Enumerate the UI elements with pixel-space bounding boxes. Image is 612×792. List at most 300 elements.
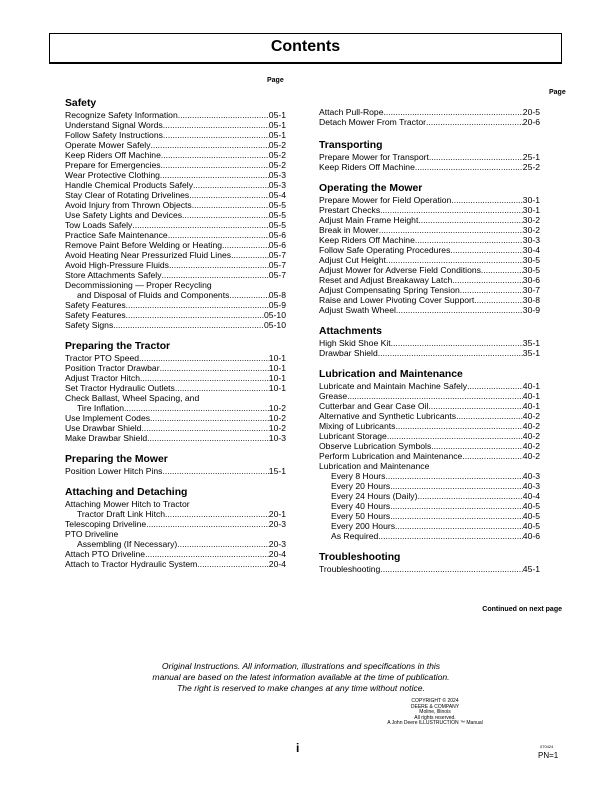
dot-leader <box>415 162 523 172</box>
toc-entry[interactable] <box>319 162 540 172</box>
toc-entry-page: 20-4 <box>268 559 286 569</box>
dot-leader <box>132 220 268 230</box>
toc-left-column <box>65 98 286 569</box>
dot-leader <box>462 451 522 461</box>
toc-entry-page: 05-2 <box>268 160 286 170</box>
dot-leader <box>124 403 269 413</box>
dot-leader <box>165 509 269 519</box>
toc-entry-page: 25-1 <box>522 152 540 162</box>
dot-leader <box>175 383 269 393</box>
dot-leader <box>387 431 523 441</box>
toc-entry[interactable] <box>65 110 286 120</box>
toc-entry-title: Keep Riders Off Machine <box>65 150 161 160</box>
copyright-block <box>360 699 510 727</box>
dot-leader <box>417 491 522 501</box>
toc-entry[interactable] <box>65 466 286 476</box>
toc-entry[interactable] <box>65 383 286 393</box>
toc-entry[interactable] <box>65 433 286 443</box>
toc-entry-page: 30-1 <box>522 205 540 215</box>
toc-entry-title: Wear Protective Clothing <box>65 170 160 180</box>
toc-entry[interactable] <box>319 491 540 501</box>
toc-entry-page: 30-8 <box>522 295 540 305</box>
dot-leader <box>456 411 523 421</box>
toc-entry[interactable] <box>65 403 286 413</box>
toc-entry-page: 40-2 <box>522 441 540 451</box>
toc-entry[interactable] <box>65 230 286 240</box>
toc-entry-page: 40-1 <box>522 401 540 411</box>
dot-leader <box>160 363 269 373</box>
toc-entry[interactable] <box>319 348 540 358</box>
toc-entry-page: 30-1 <box>522 195 540 205</box>
dot-leader <box>395 421 522 431</box>
toc-entry-title: Adjust Cut Height <box>319 255 386 265</box>
toc-entry-title: Keep Riders Off Machine <box>319 235 415 245</box>
toc-entry[interactable] <box>65 250 286 260</box>
original-instructions-note <box>49 661 553 694</box>
dot-leader <box>452 275 523 285</box>
toc-entry-page: 10-1 <box>268 383 286 393</box>
section-heading: Troubleshooting <box>319 552 401 563</box>
toc-entry[interactable] <box>319 564 540 574</box>
toc-entry[interactable] <box>319 117 540 127</box>
toc-entry[interactable] <box>65 290 286 300</box>
section-heading: Attaching and Detaching <box>65 487 188 498</box>
toc-entry[interactable] <box>65 310 286 320</box>
toc-entry-title: Mixing of Lubricants <box>319 421 396 431</box>
toc-entry[interactable] <box>65 160 286 170</box>
toc-entry-title: Prepare Mower for Field Operation <box>319 195 452 205</box>
copyright-line: Moline, Illinois <box>419 709 451 716</box>
toc-entry-title: Attach to Tractor Hydraulic System <box>65 559 198 569</box>
toc-entry-title: Raise and Lower Pivoting Cover Support <box>319 295 475 305</box>
toc-entry-page: 30-5 <box>522 265 540 275</box>
toc-entry-page: 05-1 <box>268 110 286 120</box>
toc-entry[interactable] <box>319 205 540 215</box>
toc-entry-heading: Decommissioning — Proper Recycling <box>65 280 212 290</box>
toc-entry-title: Every 24 Hours (Daily) <box>331 491 418 501</box>
toc-entry[interactable] <box>65 353 286 363</box>
toc-entry-page: 35-1 <box>522 348 540 358</box>
dot-leader <box>147 433 269 443</box>
dot-leader <box>390 511 523 521</box>
toc-entry-title: Prepare for Emergencies <box>65 160 161 170</box>
toc-entry-page: 05-1 <box>268 120 286 130</box>
dot-leader <box>145 549 269 559</box>
toc-entry[interactable] <box>319 215 540 225</box>
toc-entry-title: Tire Inflation <box>77 403 124 413</box>
toc-entry-page: 20-4 <box>268 549 286 559</box>
toc-right-column-top <box>319 107 540 127</box>
toc-entry[interactable] <box>65 190 286 200</box>
toc-entry[interactable] <box>65 200 286 210</box>
toc-entry-title: Every 50 Hours <box>331 511 391 521</box>
toc-entry-title: Perform Lubrication and Maintenance <box>319 451 463 461</box>
toc-entry-title: Remove Paint Before Welding or Heating <box>65 240 222 250</box>
toc-entry-page: 40-5 <box>522 511 540 521</box>
toc-entry-title: Prepare Mower for Transport <box>319 152 429 162</box>
toc-entry-page: 40-2 <box>522 431 540 441</box>
section-heading: Attachments <box>319 326 382 337</box>
toc-entry-title: Follow Safety Instructions <box>65 130 163 140</box>
copyright-line: All rights reserved. <box>414 714 456 721</box>
toc-entry-heading: Attaching Mower Hitch to Tractor <box>65 499 190 509</box>
toc-entry[interactable] <box>65 509 286 519</box>
toc-entry-title: Use Drawbar Shield <box>65 423 142 433</box>
toc-entry[interactable] <box>319 152 540 162</box>
toc-entry-title: Every 200 Hours <box>331 521 396 531</box>
toc-entry-title: Stay Clear of Rotating Drivelines <box>65 190 190 200</box>
page-column-label-left: Page <box>267 77 284 84</box>
toc-entry-title: Assembling (If Necessary) <box>77 539 178 549</box>
toc-entry-title: Break in Mower <box>319 225 379 235</box>
dot-leader <box>481 265 523 275</box>
dot-leader <box>467 381 523 391</box>
toc-entry[interactable] <box>319 531 540 541</box>
toc-entry-page: 05-2 <box>268 150 286 160</box>
toc-entry-title: Lubricate and Maintain Machine Safely <box>319 381 468 391</box>
toc-entry[interactable] <box>319 431 540 441</box>
toc-entry-title: Prestart Checks <box>319 205 381 215</box>
dot-leader <box>379 225 523 235</box>
dot-leader <box>395 521 523 531</box>
toc-entry-title: Adjust Swath Wheel <box>319 305 396 315</box>
toc-entry[interactable] <box>319 225 540 235</box>
toc-entry[interactable] <box>65 549 286 559</box>
dot-leader <box>391 338 523 348</box>
toc-entry-page: 05-10 <box>264 310 286 320</box>
dot-leader <box>231 250 269 260</box>
toc-entry[interactable] <box>65 220 286 230</box>
dot-leader <box>450 245 522 255</box>
dot-leader <box>222 240 269 250</box>
toc-entry[interactable] <box>65 519 286 529</box>
toc-entry[interactable] <box>319 381 540 391</box>
toc-entry-heading: Check Ballast, Wheel Spacing, and <box>65 393 200 403</box>
dot-leader <box>378 531 523 541</box>
toc-entry-title: Use Implement Codes <box>65 413 151 423</box>
toc-entry-page: 05-1 <box>268 130 286 140</box>
dot-leader <box>160 170 269 180</box>
dot-leader <box>192 200 269 210</box>
toc-entry-title: Cutterbar and Gear Case Oil <box>319 401 429 411</box>
dot-leader <box>428 401 522 411</box>
toc-entry[interactable] <box>319 511 540 521</box>
dot-leader <box>460 285 523 295</box>
toc-entry[interactable] <box>65 539 286 549</box>
toc-entry-title: Understand Signal Words <box>65 120 163 130</box>
toc-entry-title: Position Tractor Drawbar <box>65 363 160 373</box>
toc-entry-page: 10-1 <box>268 363 286 373</box>
section-heading: Preparing the Mower <box>65 454 168 465</box>
toc-entry-page: 30-2 <box>522 215 540 225</box>
dot-leader <box>347 391 523 401</box>
toc-entry-page: 45-1 <box>522 564 540 574</box>
toc-entry[interactable] <box>65 140 286 150</box>
toc-entry-page: 10-2 <box>268 423 286 433</box>
toc-entry-page: 30-5 <box>522 255 540 265</box>
toc-entry-page: 10-2 <box>268 403 286 413</box>
dot-leader <box>426 117 523 127</box>
toc-entry-heading: PTO Driveline <box>65 529 119 539</box>
toc-entry-page: 05-6 <box>268 230 286 240</box>
toc-entry-page: 40-3 <box>522 481 540 491</box>
section-heading: Operating the Mower <box>319 183 423 194</box>
document-code: 070424 <box>540 744 554 749</box>
dot-leader <box>151 140 269 150</box>
section-heading: Lubrication and Maintenance <box>319 369 463 380</box>
toc-entry[interactable] <box>319 275 540 285</box>
toc-entry-page: 40-6 <box>522 531 540 541</box>
dot-leader <box>474 295 523 305</box>
dot-leader <box>378 348 523 358</box>
copyright-line: A John Deere ILLUSTRUCTION ™ Manual <box>387 720 483 727</box>
dot-leader <box>163 130 269 140</box>
note-line: manual are based on the latest information available at the time of publication. <box>152 672 450 682</box>
toc-entry-title: Attach Pull-Rope <box>319 107 384 117</box>
toc-entry[interactable] <box>65 373 286 383</box>
copyright-line: DEERE & COMPANY <box>410 703 460 710</box>
toc-entry-title: Alternative and Synthetic Lubricants <box>319 411 457 421</box>
section-heading: Preparing the Tractor <box>65 341 171 352</box>
toc-entry-title: Safety Features <box>65 300 126 310</box>
toc-entry-page: 40-2 <box>522 421 540 431</box>
section-heading: Transporting <box>319 140 383 151</box>
toc-entry-page: 05-7 <box>268 250 286 260</box>
toc-entry[interactable] <box>65 423 286 433</box>
toc-entry-page: 35-1 <box>522 338 540 348</box>
toc-entry[interactable] <box>65 180 286 190</box>
dot-leader <box>140 373 269 383</box>
pn-label: PN=1 <box>538 751 559 760</box>
toc-entry[interactable] <box>319 285 540 295</box>
dot-leader <box>431 441 523 451</box>
toc-entry-page: 40-1 <box>522 391 540 401</box>
toc-entry-title: Use Safety Lights and Devices <box>65 210 183 220</box>
toc-entry-page: 30-3 <box>522 235 540 245</box>
dot-leader <box>396 305 523 315</box>
toc-entry-page: 20-5 <box>522 107 540 117</box>
dot-leader <box>168 230 269 240</box>
continued-note: Continued on next page <box>482 606 562 613</box>
toc-entry-page: 05-5 <box>268 210 286 220</box>
dot-leader <box>126 300 269 310</box>
toc-entry-page: 05-8 <box>268 290 286 300</box>
toc-entry-title: Adjust Tractor Hitch <box>65 373 140 383</box>
toc-entry-page: 40-4 <box>522 491 540 501</box>
dot-leader <box>139 353 269 363</box>
toc-entry-title: Make Drawbar Shield <box>65 433 148 443</box>
toc-entry-page: 05-9 <box>268 300 286 310</box>
toc-entry[interactable] <box>319 421 540 431</box>
toc-entry-page: 10-3 <box>268 433 286 443</box>
note-line: The right is reserved to make changes at any time without notice. <box>177 683 425 693</box>
toc-entry-title: Every 8 Hours <box>331 471 386 481</box>
toc-entry-heading: Lubrication and Maintenance <box>319 461 430 471</box>
dot-leader <box>146 519 269 529</box>
toc-entry-page: 20-3 <box>268 539 286 549</box>
toc-entry-page: 10-1 <box>268 373 286 383</box>
toc-entry[interactable] <box>65 150 286 160</box>
toc-entry-title: Operate Mower Safely <box>65 140 151 150</box>
toc-entry-page: 05-7 <box>268 260 286 270</box>
toc-entry-title: Lubricant Storage <box>319 431 387 441</box>
toc-entry[interactable] <box>319 391 540 401</box>
dot-leader <box>197 559 269 569</box>
toc-entry[interactable] <box>319 338 540 348</box>
dot-leader <box>189 190 269 200</box>
dot-leader <box>163 120 269 130</box>
toc-entry-title: Recognize Safety Information <box>65 110 178 120</box>
dot-leader <box>415 235 523 245</box>
toc-entry[interactable] <box>319 441 540 451</box>
toc-entry[interactable] <box>65 260 286 270</box>
toc-entry[interactable] <box>65 210 286 220</box>
toc-entry-page: 40-5 <box>522 501 540 511</box>
toc-entry-page: 30-4 <box>522 245 540 255</box>
toc-entry-title: Tractor Draft Link Hitch <box>77 509 166 519</box>
toc-entry-title: and Disposal of Fluids and Components <box>77 290 230 300</box>
toc-entry[interactable] <box>65 559 286 569</box>
toc-entry-page: 10-2 <box>268 413 286 423</box>
toc-entry[interactable] <box>319 501 540 511</box>
toc-entry-title: As Required <box>331 531 379 541</box>
toc-entry-page: 05-6 <box>268 240 286 250</box>
copyright-line: COPYRIGHT © 2024 <box>411 698 459 704</box>
toc-entry-title: Adjust Main Frame Height <box>319 215 419 225</box>
dot-leader <box>162 466 268 476</box>
toc-entry[interactable] <box>319 401 540 411</box>
toc-entry-page: 20-3 <box>268 519 286 529</box>
toc-entry-title: High Skid Shoe Kit <box>319 338 391 348</box>
dot-leader <box>385 471 522 481</box>
toc-entry[interactable] <box>319 107 540 117</box>
toc-entry[interactable] <box>65 130 286 140</box>
toc-entry-title: Troubleshooting <box>319 564 381 574</box>
toc-entry-page: 05-2 <box>268 140 286 150</box>
toc-entry-page: 05-7 <box>268 270 286 280</box>
dot-leader <box>380 205 523 215</box>
toc-entry-page: 05-5 <box>268 200 286 210</box>
dot-leader <box>451 195 522 205</box>
toc-entry-page: 30-2 <box>522 225 540 235</box>
dot-leader <box>380 564 522 574</box>
toc-entry-title: Safety Features <box>65 310 126 320</box>
toc-entry-page: 40-2 <box>522 451 540 461</box>
toc-entry[interactable] <box>65 170 286 180</box>
dot-leader <box>429 152 523 162</box>
toc-entry-title: Set Tractor Hydraulic Outlets <box>65 383 175 393</box>
section-heading: Safety <box>65 98 97 109</box>
dot-leader <box>384 107 523 117</box>
toc-entry-title: Safety Signs <box>65 320 114 330</box>
dot-leader <box>182 210 269 220</box>
title-rule <box>49 62 562 64</box>
toc-entry-page: 40-2 <box>522 411 540 421</box>
toc-entry-page: 10-1 <box>268 353 286 363</box>
toc-entry-title: Tractor PTO Speed <box>65 353 140 363</box>
toc-entry-title: Observe Lubrication Symbols <box>319 441 432 451</box>
toc-entry-title: Position Lower Hitch Pins <box>65 466 163 476</box>
toc-entry-page: 05-5 <box>268 220 286 230</box>
toc-entry[interactable] <box>319 471 540 481</box>
toc-entry-page: 05-3 <box>268 180 286 190</box>
dot-leader <box>162 270 269 280</box>
toc-entry-title: Grease <box>319 391 348 401</box>
toc-entry[interactable] <box>319 481 540 491</box>
toc-entry-title: Telescoping Driveline <box>65 519 147 529</box>
dot-leader <box>161 150 269 160</box>
toc-entry-title: Every 20 Hours <box>331 481 391 491</box>
toc-entry-page: 05-4 <box>268 190 286 200</box>
toc-entry-title: Tow Loads Safely <box>65 220 133 230</box>
toc-entry-page: 20-6 <box>522 117 540 127</box>
dot-leader <box>126 310 264 320</box>
dot-leader <box>150 413 269 423</box>
dot-leader <box>390 481 523 491</box>
toc-entry-title: Adjust Compensating Spring Tension <box>319 285 460 295</box>
toc-entry-page: 25-2 <box>522 162 540 172</box>
dot-leader <box>177 539 269 549</box>
toc-entry[interactable] <box>65 270 286 280</box>
toc-entry-title: Every 40 Hours <box>331 501 391 511</box>
toc-entry-page: 05-10 <box>264 320 286 330</box>
toc-entry-page: 05-3 <box>268 170 286 180</box>
toc-entry[interactable] <box>65 120 286 130</box>
toc-entry-title: Avoid Injury from Thrown Objects <box>65 200 192 210</box>
toc-entry[interactable] <box>65 413 286 423</box>
toc-entry-title: Detach Mower From Tractor <box>319 117 426 127</box>
toc-entry-page: 15-1 <box>268 466 286 476</box>
note-line: Original Instructions. All information, illustrations and specifications in this <box>161 661 441 671</box>
toc-entry[interactable] <box>65 240 286 250</box>
toc-entry[interactable] <box>319 245 540 255</box>
toc-entry-title: Keep Riders Off Machine <box>319 162 415 172</box>
toc-entry[interactable] <box>65 300 286 310</box>
toc-entry[interactable] <box>319 265 540 275</box>
toc-entry-page: 30-7 <box>522 285 540 295</box>
toc-entry-title: Reset and Adjust Breakaway Latch <box>319 275 453 285</box>
dot-leader <box>178 110 269 120</box>
toc-entry-title: Adjust Mower for Adverse Field Conditions <box>319 265 481 275</box>
toc-entry[interactable] <box>319 521 540 531</box>
toc-entry-page: 40-5 <box>522 521 540 531</box>
toc-entry[interactable] <box>319 305 540 315</box>
toc-entry[interactable] <box>319 451 540 461</box>
toc-entry-title: Avoid High-Pressure Fluids <box>65 260 169 270</box>
toc-entry[interactable] <box>319 411 540 421</box>
toc-entry[interactable] <box>319 195 540 205</box>
dot-leader <box>418 215 522 225</box>
toc-entry[interactable] <box>65 363 286 373</box>
toc-entry-title: Attach PTO Driveline <box>65 549 146 559</box>
dot-leader <box>141 423 268 433</box>
toc-entry[interactable] <box>319 255 540 265</box>
dot-leader <box>169 260 269 270</box>
dot-leader <box>386 255 523 265</box>
dot-leader <box>390 501 523 511</box>
toc-entry-title: Follow Safe Operating Procedures <box>319 245 451 255</box>
toc-entry-title: Store Attachments Safely <box>65 270 162 280</box>
toc-entry-title: Practice Safe Maintenance <box>65 230 168 240</box>
page-number: i <box>296 741 300 755</box>
toc-right-column <box>319 129 540 574</box>
page-title: Contents <box>270 38 341 55</box>
toc-entry-title: Avoid Heating Near Pressurized Fluid Lines <box>65 250 232 260</box>
page-column-label-right: Page <box>549 89 566 96</box>
toc-entry[interactable] <box>319 295 540 305</box>
toc-entry[interactable] <box>319 235 540 245</box>
toc-entry[interactable] <box>65 320 286 330</box>
